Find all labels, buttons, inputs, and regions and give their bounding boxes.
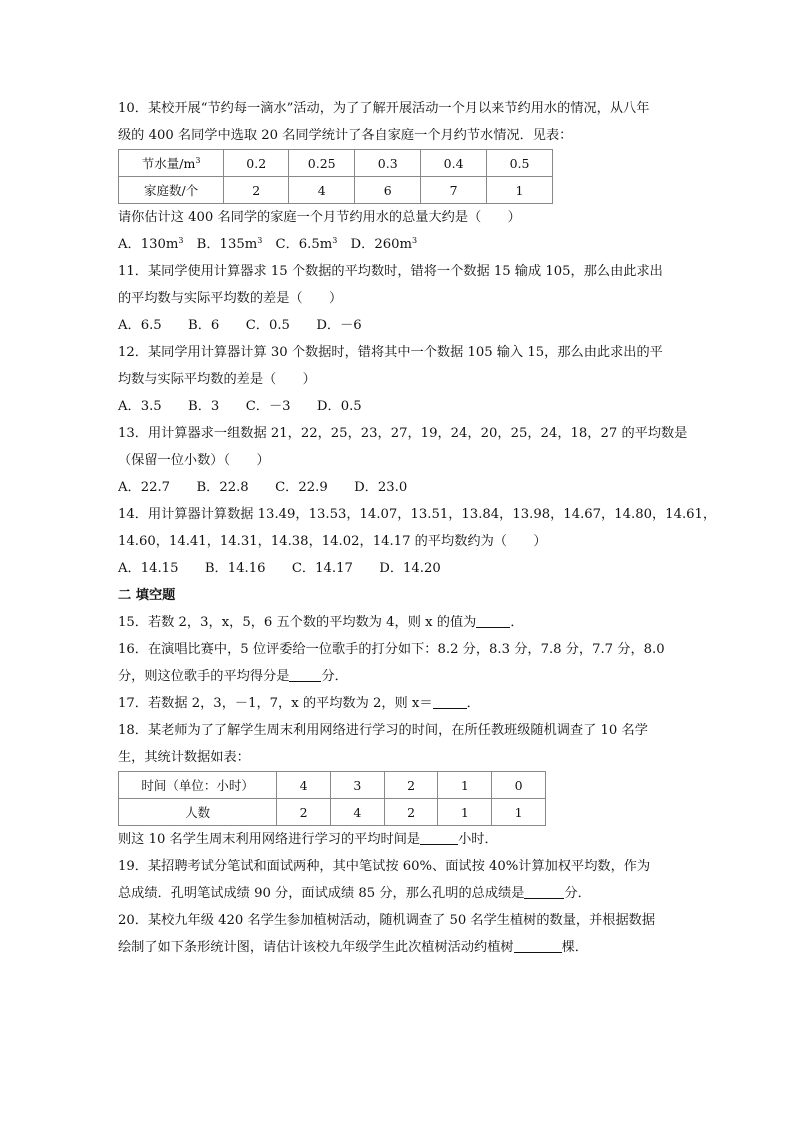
q11-options: A．6.5 B．6 C．0.5 D．－6 (118, 318, 362, 333)
table-row (119, 150, 553, 177)
q20-line1: 20．某校九年级 420 名学生参加植树活动，随机调查了 50 名学生植树的数量，并根据数据 (118, 913, 656, 928)
q11-line1: 11．某同学使用计算器求 15 个数据的平均数时，错将一个数据 15 输成 105，那么由此求出 (118, 264, 663, 279)
q19-line1: 19．某招聘考试分笔试和面试两种，其中笔试按 60%、面试按 40%计算加权平均数，作为 (118, 859, 651, 874)
answer-blank[interactable] (476, 613, 510, 628)
q10-line1: 10．某校开展“节约每一滴水”活动，为了了解开展活动一个月以来节约用水的情况，从八年 (118, 101, 650, 116)
table-cell: 3 (330, 772, 384, 799)
q13-options: A．22.7 B．22.8 C．22.9 D．23.0 (118, 480, 408, 495)
answer-blank[interactable] (433, 694, 467, 709)
q13-line1: 13．用计算器求一组数据 21，22，25，23，27，19，24，20，25，24，18，27 的平均数是 (118, 426, 688, 441)
q14-line2: 14.60，14.41，14.31，14.38，14.02，14.17 的平均数约为（ ） (118, 534, 547, 549)
q10-line2: 级的 400 名同学中选取 20 名同学统计了各自家庭一个月约节水情况．见表： (118, 128, 573, 143)
q19-line2: 总成绩．孔明笔试成绩 90 分，面试成绩 85 分，那么孔明的总成绩是 分． (118, 886, 591, 901)
worksheet-page (118, 95, 717, 961)
answer-blank[interactable] (289, 667, 321, 682)
q14-options: A．14.15 B．14.16 C．14.17 D．14.20 (118, 561, 441, 576)
q18-line3: 则这 10 名学生周末利用网络进行学习的平均时间是 小时． (118, 832, 498, 847)
table-cell: 0.25 (289, 150, 355, 177)
table-cell: 4 (289, 177, 355, 204)
table-cell: 1 (438, 799, 492, 826)
q12-line2: 均数与实际平均数的差是（ ） (118, 372, 316, 387)
table-cell: 0.4 (421, 150, 487, 177)
table-cell: 4 (277, 772, 331, 799)
q12-line1: 12．某同学用计算器计算 30 个数据时，错将其中一个数据 105 输入 15，那么由此求出的平 (118, 345, 663, 360)
q18-line1: 18．某老师为了了解学生周末利用网络进行学习的时间，在所任教班级随机调查了 10 名学 (118, 723, 648, 738)
q16-line1: 16．在演唱比赛中，5 位评委给一位歌手的打分如下：8.2 分，8.3 分，7.8 分，7.7 分，8.0 (118, 642, 665, 657)
table-cell: 0.3 (355, 150, 421, 177)
answer-blank[interactable] (514, 938, 562, 953)
q20-line2: 绘制了如下条形统计图，请估计该校九年级学生此次植树活动约植树 棵． (118, 940, 588, 955)
table-cell: 2 (384, 772, 438, 799)
q11-line2: 的平均数与实际平均数的差是（ ） (118, 291, 343, 306)
section-heading: 二 填空题 (118, 588, 176, 603)
table-cell: 7 (421, 177, 487, 204)
table-cell: 0.5 (487, 150, 553, 177)
q18-line2: 生，其统计数据如表： (118, 750, 250, 765)
table-cell-label: 时间（单位：小时） (119, 772, 277, 799)
q12-options: A．3.5 B．3 C．－3 D．0.5 (118, 399, 362, 414)
table-cell-label: 家庭数/个 (119, 177, 224, 204)
q17-line: 17．若数据 2，3，－1，7，x 的平均数为 2，则 x＝ ． (118, 696, 480, 711)
q16-line2: 分，则这位歌手的平均得分是 分． (118, 669, 348, 684)
table-cell: 1 (492, 799, 546, 826)
q14-line1: 14．用计算器计算数据 13.49，13.53，14.07，13.51，13.84，13.98，14.67，14.80，14.61， (118, 507, 717, 522)
table-cell: 0 (492, 772, 546, 799)
table-cell: 4 (330, 799, 384, 826)
table-cell-label: 人数 (119, 799, 277, 826)
table-cell: 1 (487, 177, 553, 204)
table-cell: 2 (224, 177, 289, 204)
table-cell: 0.2 (224, 150, 289, 177)
q15-line: 15．若数 2，3，x，5，6 五个数的平均数为 4，则 x 的值为 ． (118, 615, 524, 630)
q18-time-table (118, 771, 546, 826)
q10-line3: 请你估计这 400 名同学的家庭一个月节约用水的总量大约是（ ） (118, 210, 521, 225)
answer-blank[interactable] (524, 884, 564, 899)
table-cell: 2 (277, 799, 331, 826)
table-cell: 6 (355, 177, 421, 204)
q13-line2: （保留一位小数）（ ） (118, 453, 270, 468)
answer-blank[interactable] (420, 830, 458, 845)
q10-options: A．$130m^3$ B．$135m^3$ C．$6.5m^3$ D．$260m^3$ (118, 236, 418, 252)
table-cell-label: 节水量$/m^3$ (119, 150, 224, 177)
q10-water-table (118, 149, 553, 204)
table-cell: 1 (438, 772, 492, 799)
table-row (119, 799, 546, 826)
table-cell: 2 (384, 799, 438, 826)
table-row (119, 772, 546, 799)
table-row (119, 177, 553, 204)
